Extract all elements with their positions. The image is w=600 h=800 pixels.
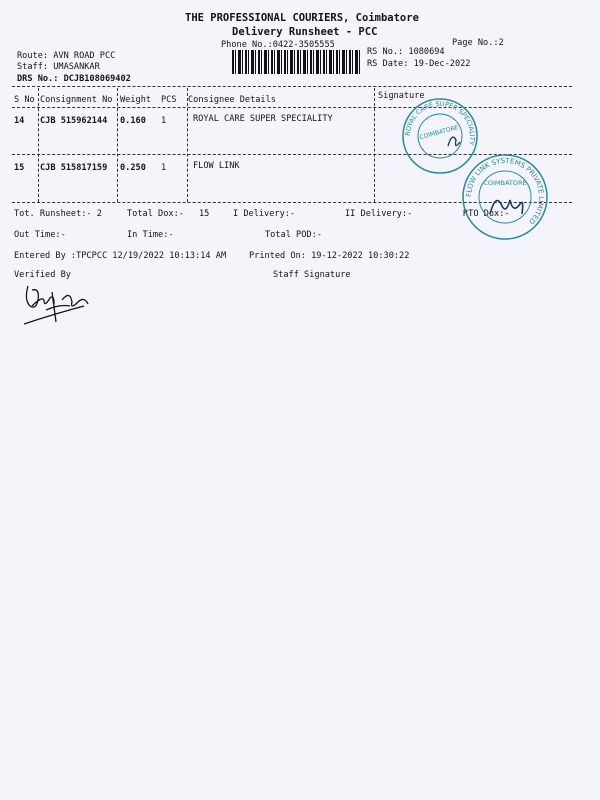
row-consignee: ROYAL CARE SUPER SPECIALITY [193,114,333,124]
header-sno: S No [14,95,35,105]
row-weight: 0.160 [120,116,146,126]
tot-runsheet: Tot. Runsheet:- 2 [14,209,102,219]
stamp2-center-text: COIMBATORE [483,179,527,187]
page-number: Page No.:2 [452,38,504,48]
rs-number: RS No.: 1080694 [367,47,445,57]
rto-dox: RTO Dox:- [463,209,510,219]
staff-signature-label: Staff Signature [273,270,351,280]
total-dox-label: Total Dox:- [127,209,184,219]
drs-number: DRS No.: DCJB108069402 [17,74,131,84]
row-pcs: 1 [161,163,167,173]
total-pod: Total POD:- [265,230,322,240]
header-pcs: PCS [161,95,177,105]
verified-by-label: Verified By [14,270,71,280]
row-pcs: 1 [161,116,167,126]
out-time: Out Time:- [14,230,66,240]
stamp1-ring-text: ROYAL CARE SUPER SPECIALITY [403,99,477,146]
total-dox-value: 15 [199,209,210,219]
row-consignment: CJB 515817159 [40,163,108,173]
document-title: Delivery Runsheet - PCC [232,26,378,38]
printed-on: Printed On: 19-12-2022 10:30:22 [249,251,410,261]
i-delivery: I Delivery:- [233,209,296,219]
ii-delivery: II Delivery:- [345,209,413,219]
header-consignee: Consignee Details [188,95,276,105]
header-signature: Signature [378,91,425,101]
stamp2-ring-text: FLOW LINK SYSTEMS PRIVATE LIMITED [464,156,546,226]
barcode [232,50,360,74]
in-time: In Time:- [127,230,174,240]
svg-text:FLOW LINK SYSTEMS PRIVATE LIMI [465,157,545,226]
svg-text:ROYAL CARE SUPER SPECIALITY [404,100,476,146]
route-label: Route: AVN ROAD PCC [17,51,116,61]
verified-signature [16,280,106,330]
rs-date: RS Date: 19-Dec-2022 [367,59,471,69]
row-consignment: CJB 515962144 [40,116,108,126]
stamp1-center-text: COIMBATORE [418,124,460,142]
entered-by: Entered By :TPCPCC 12/19/2022 10:13:14 AM [14,251,227,261]
header-weight: Weight [120,95,152,105]
row-consignee: FLOW LINK [193,161,240,171]
header-consignment: Consignment No [40,95,113,105]
row-sno: 14 [14,116,25,126]
phone-number: Phone No.:0422-3505555 [221,40,335,50]
stamp-flow-link [460,152,550,242]
company-name: THE PROFESSIONAL COURIERS, Coimbatore [185,12,419,24]
row-sno: 15 [14,163,25,173]
staff-label: Staff: UMASANKAR [17,62,100,72]
row-weight: 0.250 [120,163,146,173]
